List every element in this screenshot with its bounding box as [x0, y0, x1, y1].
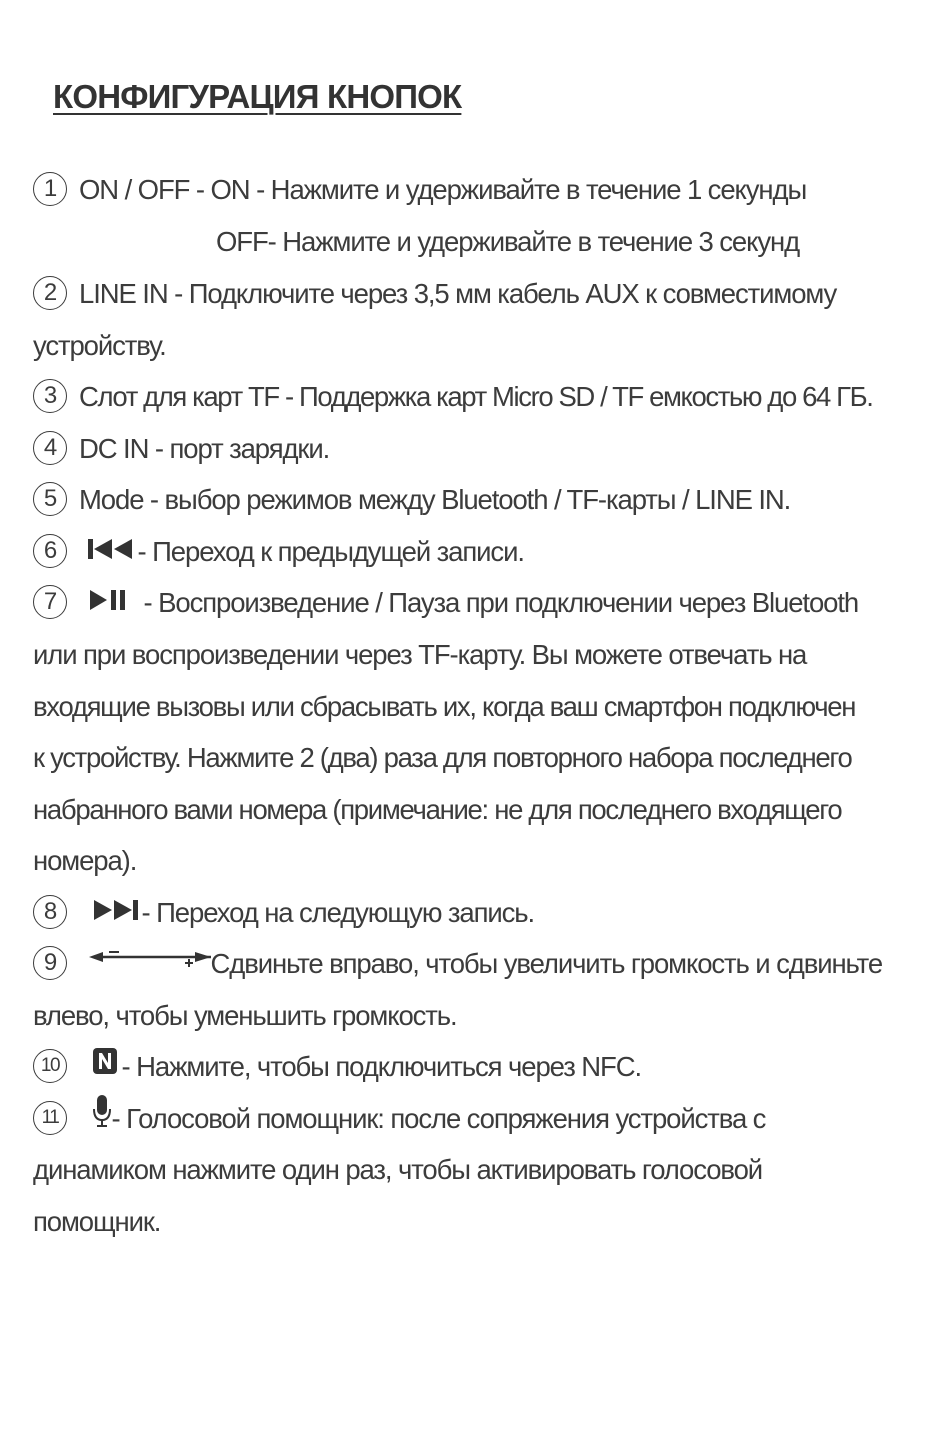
item-text: к устройству. Нажмите 2 (два) раза для повторного набора последнего	[33, 742, 852, 773]
item-text: ON / OFF - ON - Нажмите и удерживайте в течение 1 секунды	[79, 174, 807, 205]
item-text: - Нажмите, чтобы подключиться через NFC.	[121, 1051, 642, 1082]
list-item-1	[33, 168, 806, 212]
list-item-7-continuation	[33, 633, 806, 677]
page-title: КОНФИГУРАЦИЯ КНОПОК	[53, 78, 462, 115]
list-item-7-continuation	[33, 685, 855, 729]
list-item-11-continuation	[33, 1200, 160, 1244]
volume-slider-icon	[89, 941, 211, 985]
item-number-badge: 11	[33, 1101, 67, 1135]
item-text: устройству.	[33, 330, 166, 361]
list-item-2	[33, 272, 836, 316]
item-text: - Голосовой помощник: после сопряжения устройства с	[111, 1103, 766, 1134]
item-text: DC IN - порт зарядки.	[79, 433, 330, 464]
item-text: помощник.	[33, 1206, 161, 1237]
item-number-badge: 7	[33, 585, 67, 619]
item-text: - Переход на следующую запись.	[141, 897, 535, 928]
item-number-badge: 10	[33, 1049, 67, 1083]
list-item-5	[33, 478, 790, 522]
item-number-badge: 4	[33, 431, 67, 465]
item-text: набранного вами номера (примечание: не для последнего входящего	[33, 794, 842, 825]
item-text: - Воспроизведение / Пауза при подключении через Bluetooth	[143, 587, 859, 618]
item-text: динамиком нажмите один раз, чтобы активировать голосовой	[33, 1154, 763, 1185]
list-item-7	[33, 581, 858, 625]
item-text: Сдвиньте вправо, чтобы увеличить громкость и сдвиньте	[210, 948, 883, 979]
item-text: или при воспроизведении через TF-карту. Вы можете отвечать на	[33, 639, 807, 670]
item-text: LINE IN - Подключите через 3,5 мм кабель AUX к совместимому	[79, 278, 837, 309]
item-text: Mode - выбор режимов между Bluetooth / TF-карты / LINE IN.	[79, 484, 791, 515]
play-pause-icon	[90, 580, 130, 624]
list-item-10	[33, 1045, 641, 1089]
list-item-1-continuation	[216, 220, 799, 264]
list-item-7-continuation	[33, 788, 841, 832]
list-item-2-continuation	[33, 324, 166, 368]
item-number-badge: 5	[33, 482, 67, 516]
item-text: влево, чтобы уменьшить громкость.	[33, 1000, 457, 1031]
microphone-icon	[92, 1094, 112, 1141]
next-track-icon	[94, 890, 142, 934]
list-item-11-continuation	[33, 1148, 762, 1192]
previous-track-icon	[88, 529, 138, 573]
item-text: - Переход к предыдущей записи.	[137, 536, 524, 567]
list-item-9-continuation	[33, 994, 457, 1038]
item-number-badge: 8	[33, 895, 67, 929]
list-item-4	[33, 427, 329, 471]
list-item-11	[33, 1097, 765, 1141]
list-item-3	[33, 375, 873, 419]
item-text: входящие вызовы или сбрасывать их, когда ваш смартфон подключен	[33, 691, 856, 722]
list-item-7-continuation	[33, 736, 852, 780]
item-number-badge: 3	[33, 379, 67, 413]
item-number-badge: 1	[33, 172, 67, 206]
list-item-8	[33, 891, 534, 935]
item-text: номера).	[33, 845, 137, 876]
item-text: OFF- Нажмите и удерживайте в течение 3 секунд	[216, 226, 800, 257]
nfc-icon	[92, 1044, 118, 1088]
item-number-badge: 9	[33, 946, 67, 980]
item-number-badge: 6	[33, 534, 67, 568]
item-number-badge: 2	[33, 276, 67, 310]
item-text: Слот для карт TF - Поддержка карт Micro SD / TF емкостью до 64 ГБ.	[79, 381, 873, 412]
list-item-9	[33, 942, 882, 986]
list-item-6	[33, 530, 524, 574]
list-item-7-continuation	[33, 839, 136, 883]
